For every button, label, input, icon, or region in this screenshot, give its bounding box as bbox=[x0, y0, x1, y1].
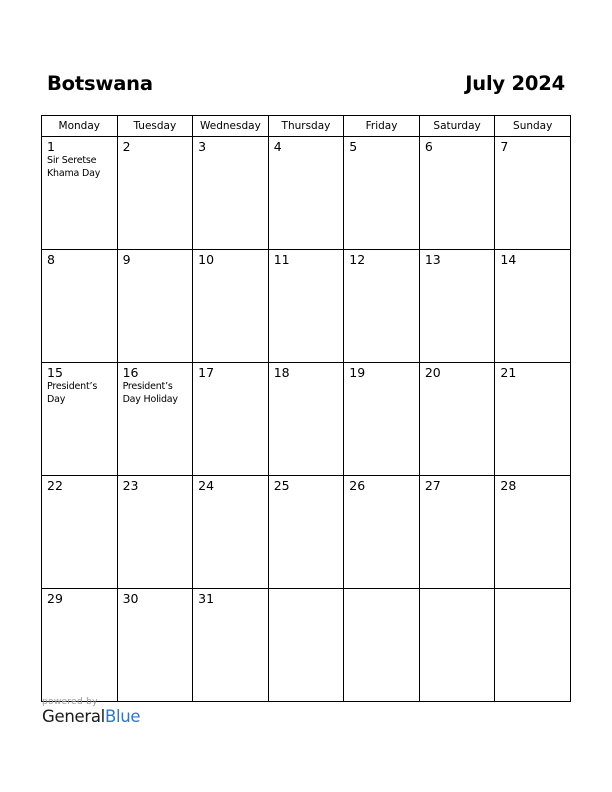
day-cell bbox=[344, 363, 420, 476]
day-number: 25 bbox=[273, 478, 290, 493]
day-number: 26 bbox=[349, 478, 366, 493]
day-number: 18 bbox=[273, 365, 290, 380]
day-cell bbox=[419, 589, 495, 702]
day-cell bbox=[42, 476, 118, 589]
day-number: 13 bbox=[424, 252, 441, 267]
brand-general-text: General bbox=[42, 707, 105, 726]
day-cell bbox=[42, 250, 118, 363]
weekday-header: Tuesday bbox=[117, 116, 193, 137]
weekday-header: Wednesday bbox=[193, 116, 269, 137]
day-cell bbox=[117, 363, 193, 476]
day-cell bbox=[495, 250, 571, 363]
day-number: 11 bbox=[273, 252, 290, 267]
day-number: 2 bbox=[122, 139, 131, 154]
day-cell bbox=[117, 589, 193, 702]
holiday-label: Sir Seretse Khama Day bbox=[47, 155, 101, 179]
day-cell bbox=[419, 137, 495, 250]
day-cell bbox=[193, 363, 269, 476]
holiday-label: President’s Day Holiday bbox=[122, 381, 178, 405]
day-number: 1 bbox=[47, 139, 55, 154]
day-cell bbox=[495, 589, 571, 702]
day-number: 9 bbox=[122, 252, 131, 267]
day-number: 3 bbox=[198, 139, 207, 154]
weekday-header: Monday bbox=[42, 116, 118, 137]
week-row bbox=[42, 363, 571, 476]
day-cell bbox=[42, 137, 118, 250]
month-title: July 2024 bbox=[465, 72, 565, 95]
day-number: 8 bbox=[47, 252, 55, 267]
day-number: 15 bbox=[47, 365, 63, 380]
day-cell bbox=[344, 476, 420, 589]
day-cell bbox=[268, 363, 344, 476]
day-cell bbox=[268, 250, 344, 363]
day-cell bbox=[193, 137, 269, 250]
weekday-header: Thursday bbox=[268, 116, 344, 137]
day-number: 12 bbox=[349, 252, 366, 267]
day-number: 6 bbox=[424, 139, 433, 154]
weekday-header-row bbox=[42, 116, 571, 137]
day-cell bbox=[117, 137, 193, 250]
day-cell bbox=[193, 589, 269, 702]
day-cell bbox=[419, 250, 495, 363]
holiday-label: President’s Day bbox=[47, 381, 98, 405]
day-number: 20 bbox=[424, 365, 441, 380]
weekday-header: Saturday bbox=[419, 116, 495, 137]
day-cell bbox=[42, 363, 118, 476]
day-number: 29 bbox=[47, 591, 63, 606]
day-number: 27 bbox=[424, 478, 441, 493]
brand-blue-text: Blue bbox=[104, 707, 141, 726]
footer-branding bbox=[42, 697, 140, 727]
weekday-header: Friday bbox=[344, 116, 420, 137]
day-cell bbox=[344, 137, 420, 250]
day-number: 21 bbox=[500, 365, 517, 380]
calendar-grid bbox=[41, 115, 571, 702]
weekday-header: Sunday bbox=[495, 116, 571, 137]
day-cell bbox=[268, 476, 344, 589]
day-number: 28 bbox=[500, 478, 517, 493]
powered-by-text: powered by bbox=[42, 697, 98, 707]
day-number: 23 bbox=[122, 478, 139, 493]
day-number: 16 bbox=[122, 365, 139, 380]
week-row bbox=[42, 137, 571, 250]
country-title: Botswana bbox=[47, 72, 153, 95]
day-number: 5 bbox=[349, 139, 358, 154]
day-number: 14 bbox=[500, 252, 517, 267]
week-row bbox=[42, 250, 571, 363]
day-cell bbox=[419, 476, 495, 589]
day-cell bbox=[495, 476, 571, 589]
day-number: 24 bbox=[198, 478, 215, 493]
day-number: 30 bbox=[122, 591, 139, 606]
week-row bbox=[42, 476, 571, 589]
day-number: 22 bbox=[47, 478, 63, 493]
day-number: 4 bbox=[273, 139, 282, 154]
day-cell bbox=[344, 589, 420, 702]
day-cell bbox=[268, 137, 344, 250]
day-number: 19 bbox=[349, 365, 366, 380]
week-row bbox=[42, 589, 571, 702]
day-number: 10 bbox=[198, 252, 215, 267]
day-cell bbox=[193, 250, 269, 363]
day-cell bbox=[419, 363, 495, 476]
day-cell bbox=[117, 476, 193, 589]
day-cell bbox=[344, 250, 420, 363]
day-cell bbox=[495, 137, 571, 250]
day-number: 17 bbox=[198, 365, 215, 380]
day-number: 7 bbox=[500, 139, 509, 154]
day-number: 31 bbox=[198, 591, 215, 606]
day-cell bbox=[495, 363, 571, 476]
day-cell bbox=[268, 589, 344, 702]
day-cell bbox=[117, 250, 193, 363]
generalblue-logo[interactable] bbox=[42, 707, 140, 727]
day-cell bbox=[42, 589, 118, 702]
day-cell bbox=[193, 476, 269, 589]
